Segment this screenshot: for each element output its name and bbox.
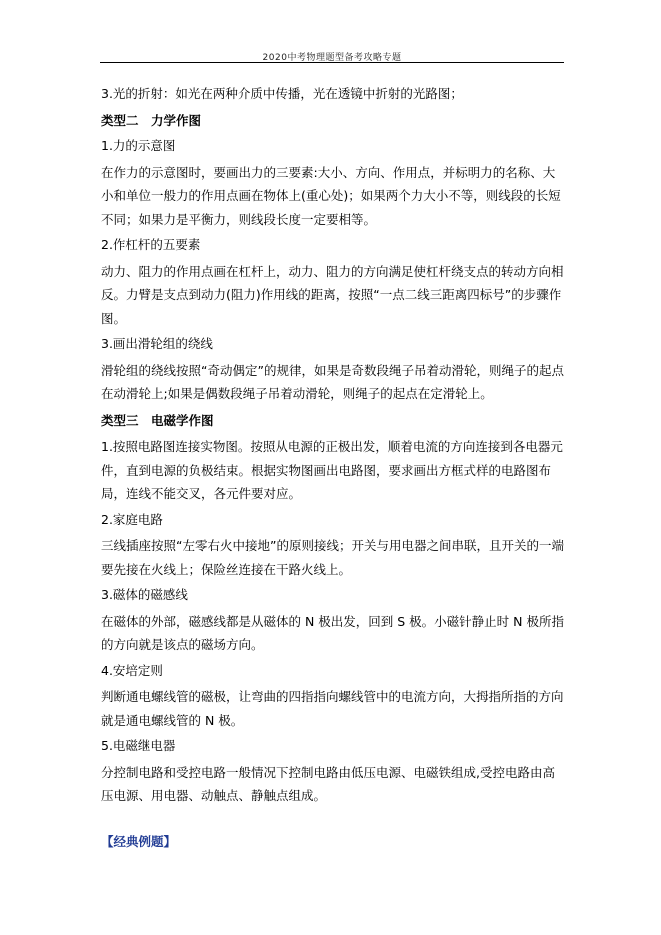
header-divider: [100, 62, 564, 63]
paragraph: 1.力的示意图: [101, 138, 176, 153]
section-heading: 类型三 电磁学作图: [101, 412, 214, 428]
paragraph: 4.安培定则: [101, 662, 163, 678]
paragraph: 在磁体的外部，磁感线都是从磁体的 N 极出发，回到 S 极。小磁针静止时 N 极所指的方向就是该点的磁场方向。: [101, 613, 564, 652]
paragraph: 2.家庭电路: [101, 511, 163, 527]
paragraph: 2.作杠杆的五要素: [101, 237, 201, 252]
paragraph: 3.磁体的磁感线: [101, 587, 188, 602]
paragraph: 分控制电路和受控电路一般情况下控制电路由低压电源、电磁铁组成,受控电路由高压电源、用电器、动触点、静触点组成。: [101, 764, 555, 803]
paragraph: 1.按照电路图连接实物图。按照从电源的正极出发，顺着电流的方向连接到各电器元件，直到电源的负极结束。根据实物图画出电路图，要求画出方框式样的电路图布局，连线不能交叉，各元件要对应。: [101, 439, 563, 501]
example-heading: 【经典例题】: [101, 834, 177, 849]
paragraph: 判断通电螺线管的磁极，让弯曲的四指指向螺线管中的电流方向，大拇指所指的方向就是通电螺线管的 N 极。: [101, 689, 564, 728]
paragraph: 三线插座按照“左零右火中接地”的原则接线；开关与用电器之间串联，且开关的一端要先接在火线上；保险丝连接在干路火线上。: [101, 538, 564, 577]
paragraph: 动力、阻力的作用点画在杠杆上，动力、阻力的方向满足使杠杆绕支点的转动方向相反。力臂是支点到动力(阻力)作用线的距离，按照“一点二线三距离四标号”的步骤作图。: [101, 263, 564, 326]
page-header: 2020中考物理题型备考攻略专题: [262, 53, 402, 63]
paragraph: 滑轮组的绕线按照“奇动偶定”的规律，如果是奇数段绳子吊着动滑轮，则绳子的起点在动滑轮上;如果是偶数段绳子吊着动滑轮，则绳子的起点在定滑轮上。: [101, 362, 564, 401]
section-heading: 类型二 力学作图: [101, 112, 202, 128]
paragraph: 5.电磁继电器: [101, 738, 176, 753]
paragraph: 3.画出滑轮组的绕线: [101, 336, 213, 351]
paragraph: 3.光的折射：如光在两种介质中传播，光在透镜中折射的光路图；: [101, 86, 463, 101]
paragraph: 在作力的示意图时，要画出力的三要素:大小、方向、作用点，并标明力的名称、大小和单位一般力的作用点画在物体上(重心处)；如果两个力大小不等，则线段的长短不同；如果力是平衡力，则线段长度一定要相等。: [101, 164, 561, 227]
document-body: [101, 82, 565, 808]
